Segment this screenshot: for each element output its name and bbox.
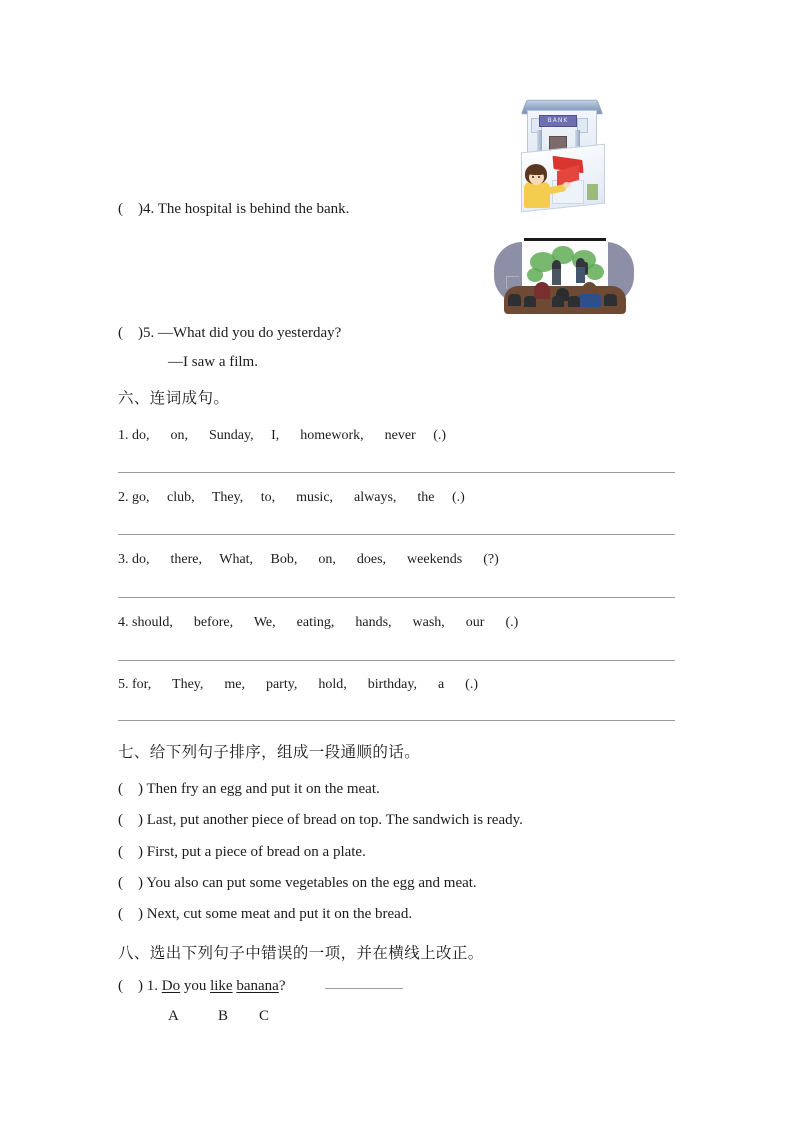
girl-fringe (528, 167, 545, 175)
cinema-seat-4 (568, 296, 580, 307)
screen-character-1-body (552, 269, 561, 285)
judgement-item-4-number: 4. (143, 201, 155, 217)
section-seven-item-3-bracket[interactable]: ( ) (118, 844, 143, 860)
section-seven-item-1-bracket[interactable]: ( ) (118, 781, 143, 797)
sentence-tail: ? (278, 978, 286, 994)
sentence-mid-1: you (180, 978, 211, 994)
choice-label-b: B (218, 1008, 229, 1024)
section-seven-item-5 (118, 905, 412, 924)
section-six-heading: 六、连词成句。 (118, 389, 230, 407)
section-seven-item-4 (118, 874, 477, 893)
section-eight-item-1-bracket[interactable]: ( ) (118, 978, 143, 994)
screen-foliage-blob-5 (586, 264, 604, 280)
cinema-seat-2 (524, 296, 536, 307)
section-seven-heading: 七、给下列句子排序，组成一段通顺的话。 (118, 743, 421, 761)
section-seven-item-2-text: Last, put another piece of bread on top. The sandwich is ready. (146, 812, 523, 828)
correction-blank-line[interactable] (325, 988, 403, 989)
section-seven-item-1 (118, 780, 380, 799)
section-six-item-4-words: should, before, We, eating, hands, wash, our (.) (132, 615, 519, 630)
section-six-item-1-words: do, on, Sunday, I, homework, never (.) (132, 428, 447, 443)
girl-hand (563, 182, 570, 188)
section-seven-item-5-text: Next, cut some meat and put it on the bread. (146, 906, 413, 922)
section-seven-item-5-bracket[interactable]: ( ) (118, 906, 143, 922)
answer-rule-six-2[interactable] (118, 534, 675, 535)
cinema-wall-lamp (506, 276, 519, 289)
section-seven-item-2-bracket[interactable]: ( ) (118, 812, 143, 828)
choice-word-b: like (210, 978, 233, 994)
bank-sign-text: BANK (539, 115, 577, 127)
section-seven-item-2 (118, 811, 523, 830)
section-seven-item-3 (118, 843, 366, 862)
bank-street-illustration (519, 92, 611, 212)
section-seven-item-3-text: First, put a piece of bread on a plate. (146, 844, 366, 860)
judgement-item-5-number: 5. (143, 325, 155, 341)
cinema-seat-5 (604, 294, 617, 306)
section-seven-item-4-text: You also can put some vegetables on the egg and meat. (146, 875, 477, 891)
section-eight-heading: 八、选出下列句子中错误的一项，并在横线上改正。 (118, 944, 484, 962)
section-eight-item-1 (118, 977, 286, 996)
section-six-item-3 (118, 551, 499, 569)
cinema-screen-top-bar (524, 238, 606, 241)
answer-rule-six-3[interactable] (118, 597, 675, 598)
girl-eye-left (532, 176, 534, 178)
section-six-item-5 (118, 676, 478, 694)
judgement-item-4 (118, 200, 349, 219)
section-six-item-1 (118, 427, 446, 445)
section-six-item-2 (118, 489, 465, 507)
section-eight-item-1-number: 1. (146, 978, 158, 994)
bank-column-left (537, 130, 542, 152)
screen-foliage-blob-4 (527, 268, 543, 282)
shop-side-greenery (587, 184, 598, 200)
section-six-item-2-words: go, club, They, to, music, always, the (.) (132, 490, 465, 505)
cinema-seat-3 (552, 296, 564, 307)
girl-body (524, 182, 550, 208)
screen-character-2-body (576, 267, 585, 283)
choice-word-a: Do (161, 978, 181, 994)
judgement-item-5-bracket[interactable]: ( ) (118, 325, 143, 341)
choice-word-c: banana (236, 978, 279, 994)
answer-rule-six-5[interactable] (118, 720, 675, 721)
judgement-item-5 (118, 324, 341, 343)
section-six-item-1-number: 1. (118, 428, 129, 443)
section-six-item-3-number: 3. (118, 552, 129, 567)
judgement-item-4-bracket[interactable]: ( ) (118, 201, 143, 217)
section-seven-item-4-bracket[interactable]: ( ) (118, 875, 143, 891)
choice-label-a: A (168, 1008, 179, 1024)
cinema-seat-1 (508, 294, 521, 306)
section-six-item-4 (118, 614, 518, 632)
audience-head-red (534, 282, 550, 299)
section-six-item-5-words: for, They, me, party, hold, birthday, a (.) (132, 677, 479, 692)
cinema-illustration (494, 238, 634, 316)
answer-rule-six-4[interactable] (118, 660, 675, 661)
section-seven-item-1-text: Then fry an egg and put it on the meat. (146, 781, 380, 797)
answer-rule-six-1[interactable] (118, 472, 675, 473)
section-six-item-2-number: 2. (118, 490, 129, 505)
section-six-item-4-number: 4. (118, 615, 129, 630)
choice-label-c: C (259, 1008, 270, 1024)
judgement-item-5-line1: —What did you do yesterday? (158, 325, 342, 341)
audience-body-blue (578, 294, 601, 307)
section-six-item-3-words: do, there, What, Bob, on, does, weekends (?) (132, 552, 499, 567)
judgement-item-5-line2: —I saw a film. (168, 354, 258, 370)
judgement-item-4-text: The hospital is behind the bank. (157, 201, 350, 217)
girl-eye-right (538, 176, 540, 178)
section-six-item-5-number: 5. (118, 677, 129, 692)
